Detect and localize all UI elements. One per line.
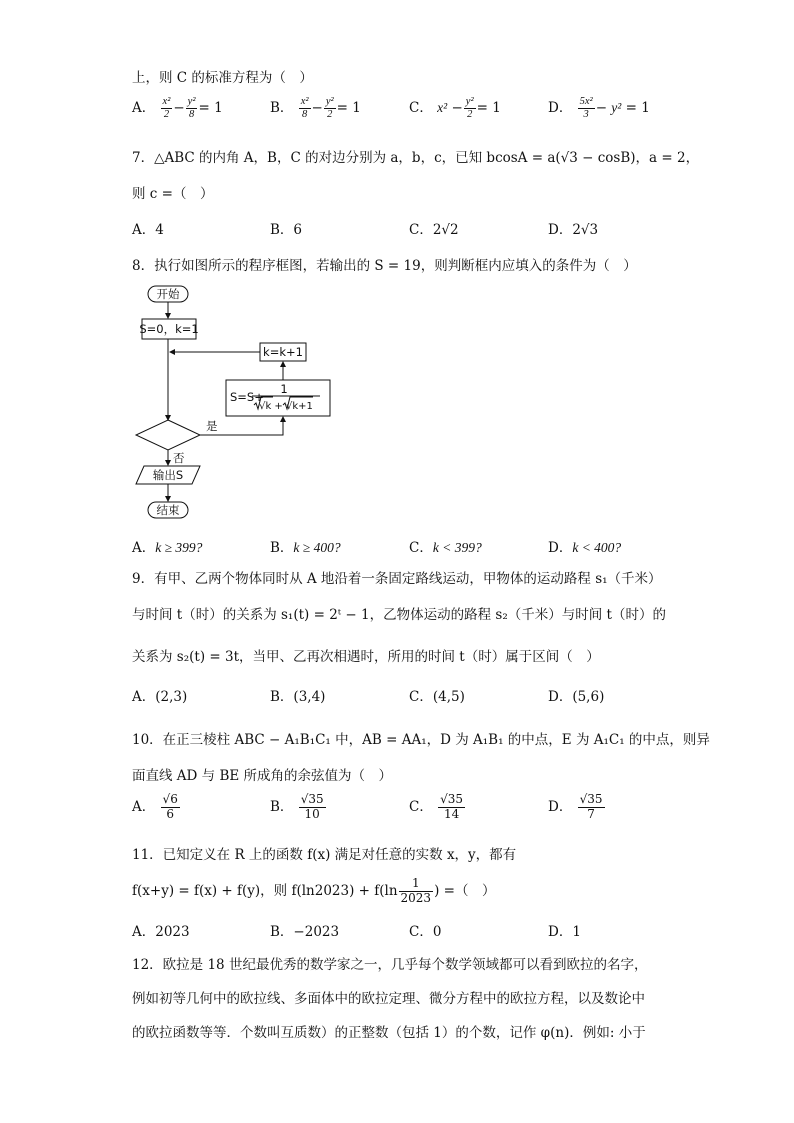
q6-option-a[interactable]: A． $\frac{\text{x²}}{2}$ − $\frac{\text{y²}}{8}$ = 1 [132, 96, 223, 121]
q9-line2: 与时间 t（时）的关系为 s₁(t) = 2ᵗ − 1，乙物体运动的路程 s₂（千米）与时间 t（时）的 [132, 607, 666, 623]
flow-yes-label: 是 [206, 419, 218, 433]
q7-option-a[interactable]: A．4 [132, 222, 164, 238]
q7-stem: 7．△ABC 的内角 A，B，C 的对边分别为 a，b，c，已知 bcosA = a(√3 − cosB)，a = 2， [132, 150, 700, 166]
q9-line1: 9．有甲、乙两个物体同时从 A 地沿着一条固定路线运动，甲物体的运动路程 s₁（千米） [132, 571, 662, 587]
q9-option-a[interactable]: A．(2,3) [132, 689, 188, 705]
q6-option-c[interactable]: C． x² − $\frac{\text{y²}}{2}$ = 1 [409, 96, 501, 121]
q9-option-d[interactable]: D．(5,6) [548, 689, 605, 705]
q8-stem: 8．执行如图所示的程序框图，若输出的 S = 19，则判断框内应填入的条件为（ ） [132, 258, 637, 274]
q12-line2: 例如初等几何中的欧拉线、多面体中的欧拉定理、微分方程中的欧拉方程，以及数论中 [132, 991, 645, 1007]
flow-start-label: 开始 [156, 287, 180, 301]
flow-output-label: 输出S [152, 468, 184, 482]
q9-option-c[interactable]: C．(4,5) [409, 689, 465, 705]
q8-option-a[interactable]: A．k ≥ 399? [132, 540, 203, 556]
q9-line3: 关系为 s₂(t) = 3t，当甲、乙再次相遇时，所用的时间 t（时）属于区间（ ） [132, 649, 600, 665]
flow-increment-label: k=k+1 [263, 345, 303, 359]
flow-update-prefix: S=S+ [230, 390, 264, 404]
q12-line3: 的欧拉函数等等．个数叫互质数）的正整数（包括 1）的个数，记作 φ(n)．例如: 小于 [132, 1025, 646, 1041]
flow-update-num: 1 [280, 382, 288, 396]
q7-stem2: 则 c =（ ） [132, 186, 214, 202]
q11-line1: 11．已知定义在 R 上的函数 f(x) 满足对任意的实数 x，y，都有 [132, 847, 517, 863]
q10-option-d[interactable]: D． $\frac{√35}{7}$ [548, 792, 603, 821]
q10-line1: 10．在正三棱柱 ABC − A₁B₁C₁ 中，AB = AA₁，D 为 A₁B₁ 的中点，E 为 A₁C₁ 的中点，则异 [132, 732, 710, 748]
q12-line1: 12．欧拉是 18 世纪最优秀的数学家之一，几乎每个数学领域都可以看到欧拉的名字， [132, 957, 648, 973]
q6-option-b[interactable]: B． $\frac{\text{x²}}{8}$ − $\frac{\text{y²}}{2}$ = 1 [270, 96, 361, 121]
flow-no-label: 否 [173, 451, 185, 465]
flow-update-den: √k + √k+1 [259, 401, 313, 412]
q7-option-d[interactable]: D．2√3 [548, 222, 599, 238]
flow-decision-diamond [136, 420, 200, 450]
q8-flowchart [130, 282, 340, 524]
q11-line2: f(x+y) = f(x) + f(y)，则 f(ln2023) + f(ln $\frac{1}{2023}$ ) =（ ） [132, 876, 496, 905]
flow-end-label: 结束 [156, 503, 180, 517]
q11-option-c[interactable]: C．0 [409, 924, 442, 940]
q8-option-c[interactable]: C．k < 399? [409, 540, 482, 556]
q11-option-a[interactable]: A．2023 [132, 924, 190, 940]
q11-option-b[interactable]: B．−2023 [270, 924, 340, 940]
q6-option-d[interactable]: D． $\frac{\text{5x²}}{3}$ − y² = 1 [548, 96, 650, 121]
q6-stem-tail: 上，则 C 的标准方程为（ ） [132, 70, 313, 86]
q9-option-b[interactable]: B．(3,4) [270, 689, 326, 705]
q8-option-d[interactable]: D．k < 400? [548, 540, 622, 556]
q8-option-b[interactable]: B．k ≥ 400? [270, 540, 341, 556]
q10-option-a[interactable]: A． $\frac{√6}{6}$ [132, 792, 178, 821]
q7-option-b[interactable]: B．6 [270, 222, 303, 238]
q10-option-c[interactable]: C． $\frac{√35}{14}$ [409, 792, 464, 821]
q10-line2: 面直线 AD 与 BE 所成角的余弦值为（ ） [132, 768, 393, 784]
q7-option-c[interactable]: C．2√2 [409, 222, 459, 238]
flow-init-label: S=0，k=1 [139, 322, 199, 336]
q10-option-b[interactable]: B． $\frac{√35}{10}$ [270, 792, 324, 821]
q11-option-d[interactable]: D．1 [548, 924, 581, 940]
